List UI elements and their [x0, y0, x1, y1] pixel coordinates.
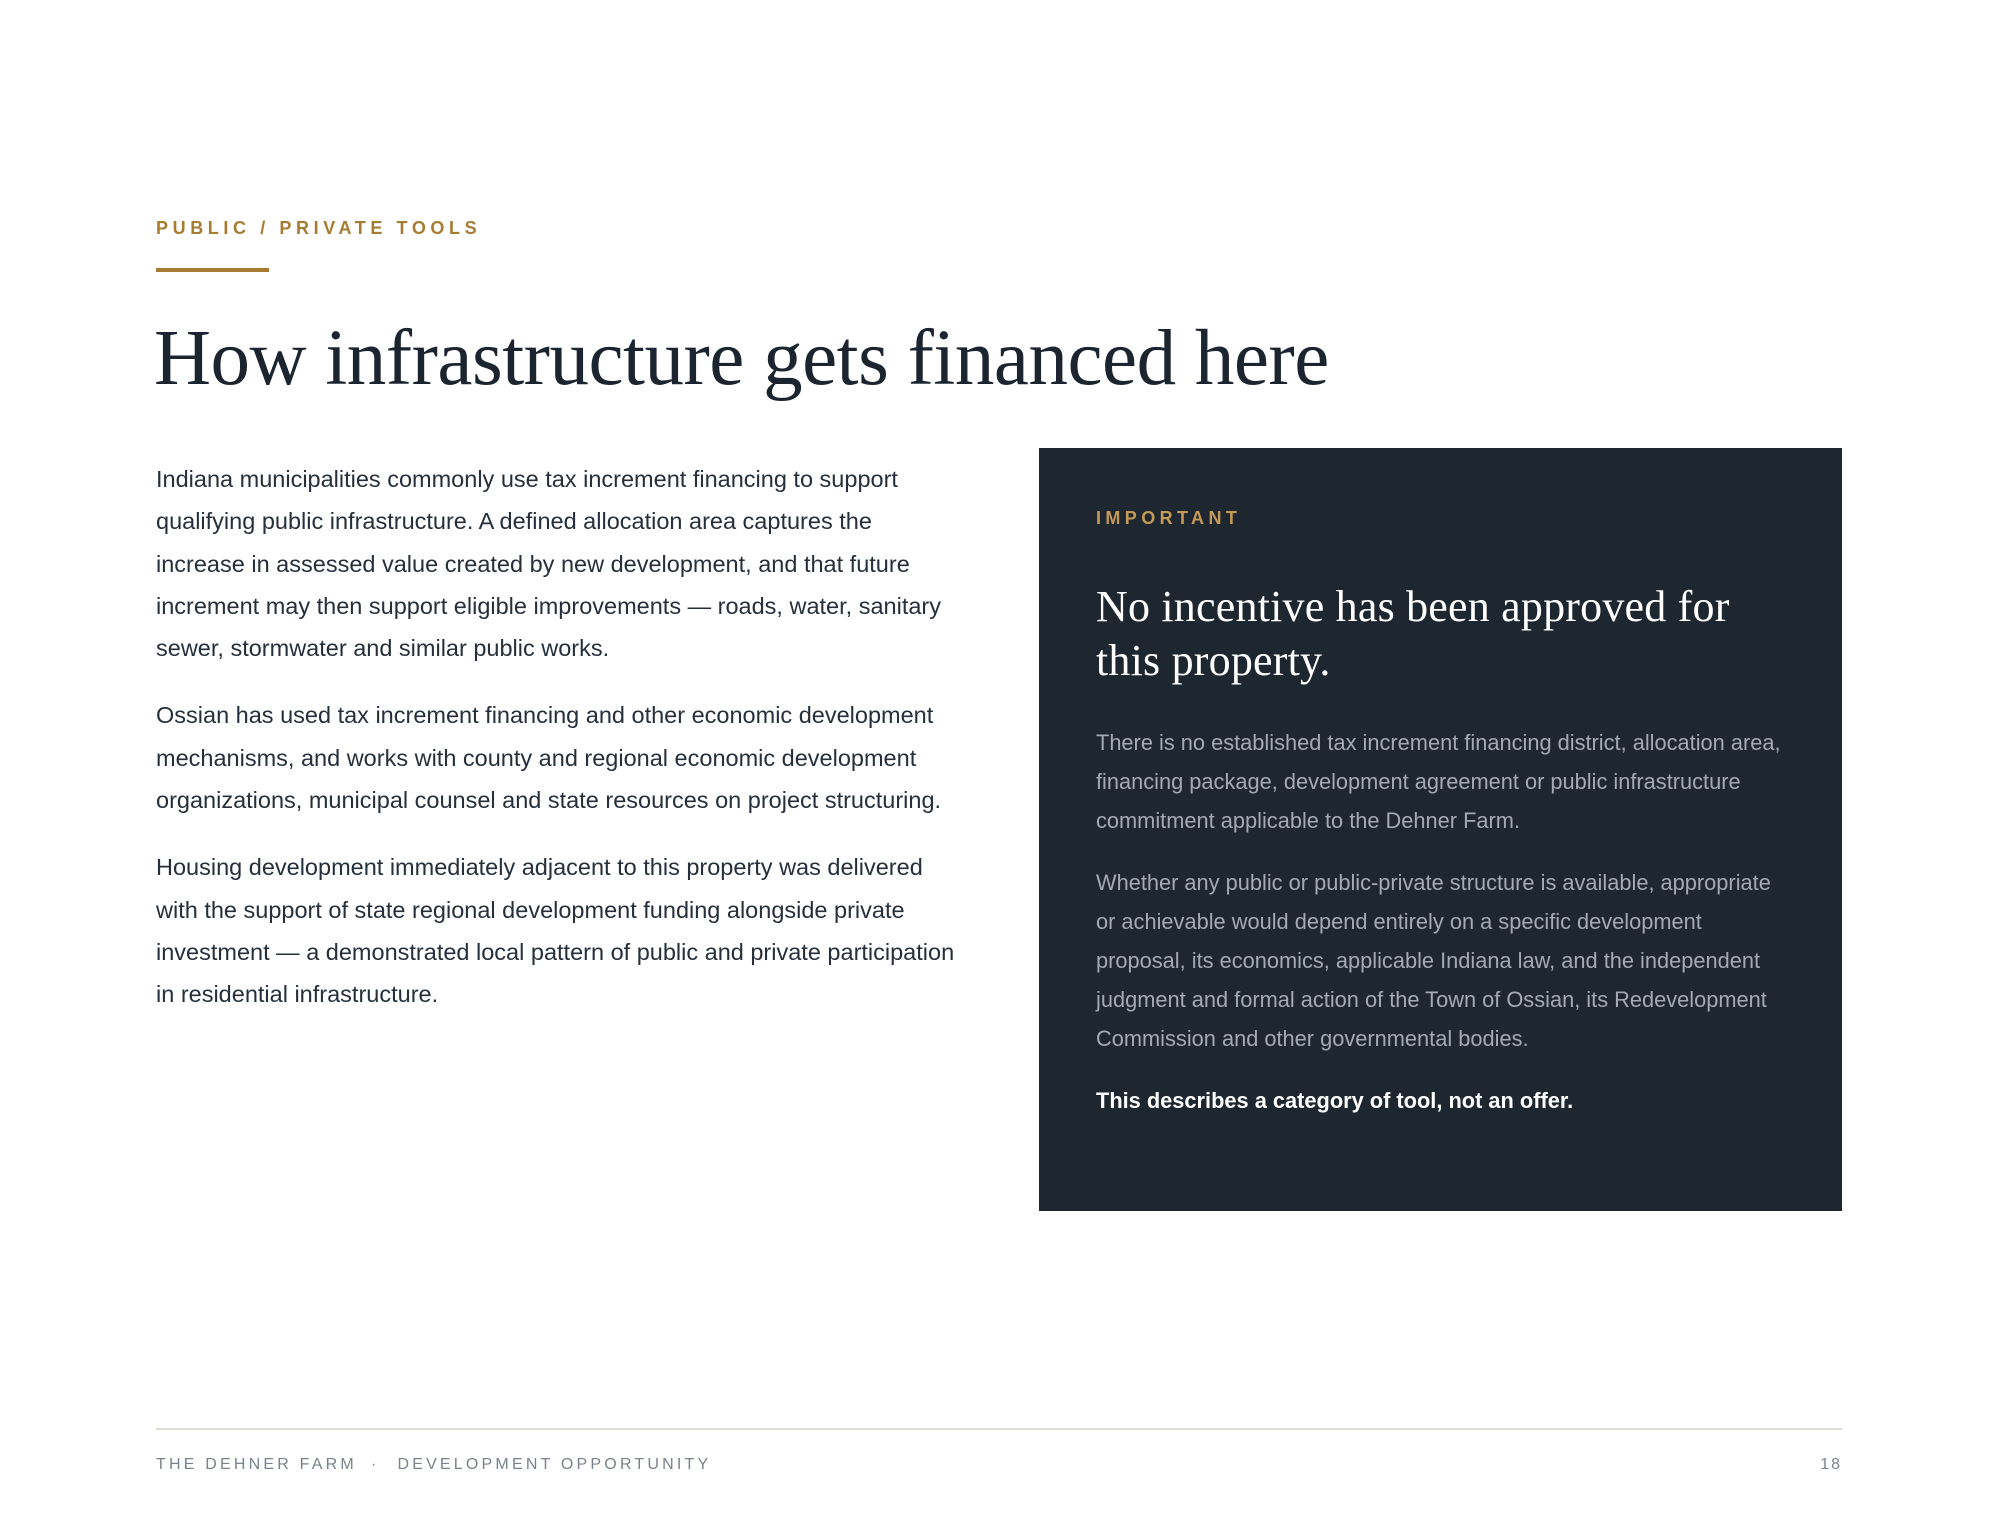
section-eyebrow: PUBLIC / PRIVATE TOOLS: [156, 218, 482, 238]
notice-paragraph: Whether any public or public-private structure is available, appropriate or achievable would depend entirely on a specific development proposal, its economics, applicable Indiana law, and the independent judgment and formal action of the Town of Ossian, its Redevelopment Commission and other governmental bodies.: [1096, 870, 1771, 1051]
footer-separator: ·: [370, 1456, 380, 1473]
notice-eyebrow: IMPORTANT: [1096, 508, 1242, 528]
body-paragraph: Housing development immediately adjacent to this property was delivered with the support of state regional development funding alongside private investment — a demonstrated local pattern of public and private participation in residential infrastructure.: [156, 854, 955, 1008]
footer-property-name: THE DEHNER FARM: [156, 1456, 357, 1473]
page-number: 18: [1820, 1456, 1842, 1473]
notice-heading: No incentive has been approved for this property.: [1096, 582, 1730, 685]
eyebrow-underline: [156, 268, 269, 272]
footer-divider: [156, 1428, 1842, 1430]
body-paragraph: Ossian has used tax increment financing and other economic development mechanisms, and works with county and regional economic development organizations, municipal counsel and state resources on project structuring.: [156, 702, 942, 814]
body-paragraph: Indiana municipalities commonly use tax increment financing to support qualifying public infrastructure. A defined allocation area captures the increase in assessed value created by new development, and that future increment may then support eligible improvements — roads, water, sanitary sewer, stormwater and similar public works.: [156, 466, 941, 662]
important-notice-panel: [1039, 448, 1842, 1211]
footer-running-title: [156, 1456, 711, 1474]
notice-paragraph: There is no established tax increment financing district, allocation area, financing package, development agreement or public infrastructure commitment applicable to the Dehner Farm.: [1096, 730, 1781, 833]
page-title: How infrastructure gets financed here: [154, 315, 1329, 402]
body-text-column: [156, 458, 956, 1041]
footer-section-name: DEVELOPMENT OPPORTUNITY: [397, 1456, 712, 1473]
notice-closing-statement: This describes a category of tool, not an offer.: [1096, 1088, 1574, 1114]
